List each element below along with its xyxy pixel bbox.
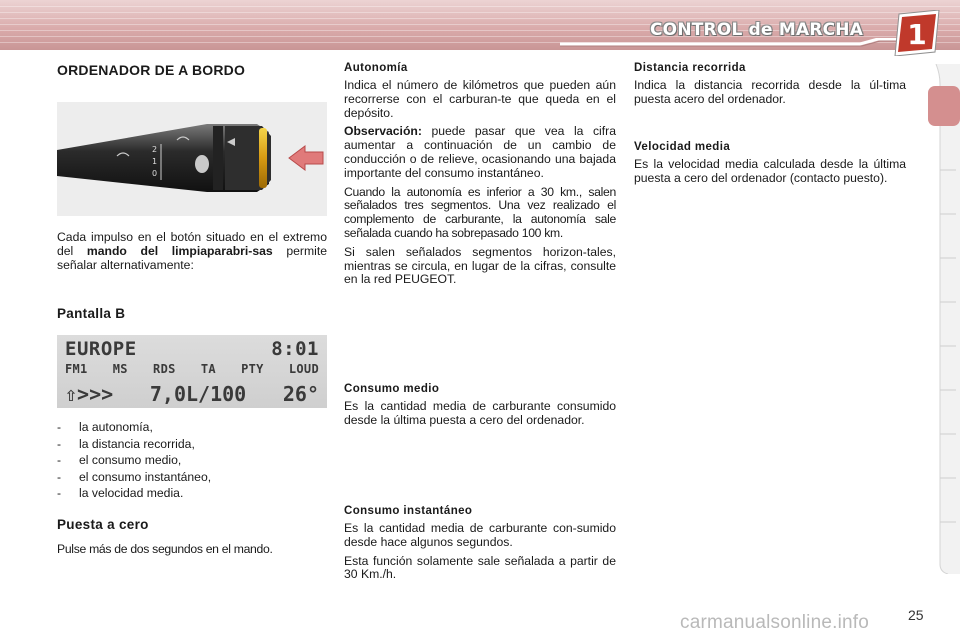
- lcd-flag: PTY: [241, 362, 264, 376]
- chapter-number: 1: [907, 18, 927, 51]
- velocidad-paragraph: Es la velocidad media calculada desde la última puesta a cero del ordenador (contacto puesto).: [634, 157, 906, 185]
- lcd-temperature: 26°: [282, 382, 319, 406]
- reset-heading: Puesta a cero: [57, 517, 149, 532]
- reset-text: Pulse más de dos segundos en el mando.: [57, 542, 273, 556]
- intro-text: Cada impulso en el botón situado en el extremo del: [57, 230, 327, 258]
- display-options-list: [57, 419, 327, 502]
- chapter-tabs: [926, 64, 960, 574]
- lcd-flag: LOUD: [288, 362, 319, 376]
- distancia-paragraph: Indica la distancia recorrida desde la úl-tima puesta acero del ordenador.: [634, 78, 906, 106]
- lcd-consumption: 7,0L/100: [149, 382, 247, 406]
- intro-bold-text: mando del limpiaparabri-sas: [86, 243, 273, 258]
- observation-label: Observación:: [344, 124, 422, 139]
- consumo-instantaneo-block: [344, 505, 616, 587]
- list-item: - el consumo instantáneo,: [57, 469, 212, 484]
- page-number: 25: [908, 607, 924, 623]
- svg-text:0: 0: [152, 169, 158, 178]
- autonomia-heading: Autonomía: [344, 62, 408, 74]
- lcd-flag: MS: [112, 362, 128, 376]
- lcd-fuel-gauge: ⇧>>>: [65, 382, 114, 406]
- list-item: - la velocidad media.: [57, 486, 184, 500]
- wiper-stalk-photo: [57, 102, 327, 216]
- observation-paragraph: Observación: puede pasar que vea la cifra aumentar a continuación de un cambio de conducción o de relieve, ocasionando una bajada importante del consumo instantáneo.: [344, 124, 616, 180]
- list-item: - la distancia recorrida,: [57, 436, 195, 451]
- autonomia-segments-paragraph: Si salen señalados segmentos horizon-tales, mientras se circula, en lugar de la cifras, consulte en la red PEUGEOT.: [344, 244, 616, 287]
- consumo-medio-heading: Consumo medio: [344, 383, 440, 395]
- intro-text-end: permite señalar alternativamente:: [57, 243, 327, 272]
- intro-paragraph: [57, 231, 327, 272]
- lcd-row-1: [65, 338, 319, 360]
- consumo-medio-paragraph: Es la cantidad media de carburante consumido desde la última puesta a cero del ordenador.: [344, 399, 616, 427]
- velocidad-block: [634, 141, 906, 191]
- section-title: CONTROL de MARCHA: [650, 20, 864, 40]
- column-middle: [344, 62, 616, 292]
- consumo-instantaneo-speed-paragraph: Esta función solamente sale señalada a partir de 30 Km./h.: [344, 553, 616, 582]
- lcd-flag: RDS: [153, 362, 176, 376]
- svg-text:1: 1: [152, 157, 158, 166]
- column-right: [634, 62, 906, 112]
- lcd-clock: 8:01: [271, 338, 319, 360]
- list-item: - el consumo medio,: [57, 453, 182, 467]
- consumo-instantaneo-heading: Consumo instantáneo: [344, 505, 473, 517]
- column-left: [57, 62, 327, 78]
- lcd-band: EUROPE: [65, 338, 137, 360]
- lcd-row-2: [65, 362, 319, 376]
- chapter-badge: [893, 10, 941, 56]
- consumo-medio-block: [344, 383, 616, 433]
- screen-heading: Pantalla B: [57, 306, 126, 321]
- autonomia-paragraph: Indica el número de kilómetros que pueden aún recorrerse con el carburan-te que queda en el depósito.: [344, 78, 616, 120]
- lcd-flag: TA: [200, 362, 216, 376]
- velocidad-heading: Velocidad media: [634, 141, 731, 153]
- watermark: carmanualsonline.info: [680, 612, 870, 633]
- list-item: - la autonomía,: [57, 420, 153, 434]
- intro-block: [57, 231, 327, 277]
- lcd-display: [57, 335, 327, 408]
- autonomia-low-paragraph: Cuando la autonomía es inferior a 30 km., salen señalados tres segmentos. Una vez realizado el complemento de carburante, la autonomía sale señalada cuando ha sobrepasado 100 km.: [344, 184, 616, 240]
- consumo-instantaneo-paragraph: Es la cantidad media de carburante con-sumido desde hace algunos segundos.: [344, 521, 616, 549]
- svg-text:2: 2: [152, 145, 158, 154]
- active-chapter-tab: [928, 86, 960, 126]
- page-heading: ORDENADOR DE A BORDO: [57, 62, 246, 78]
- lcd-flag: FM1: [65, 362, 88, 376]
- distancia-heading: Distancia recorrida: [634, 62, 746, 74]
- lcd-row-3: [65, 382, 319, 406]
